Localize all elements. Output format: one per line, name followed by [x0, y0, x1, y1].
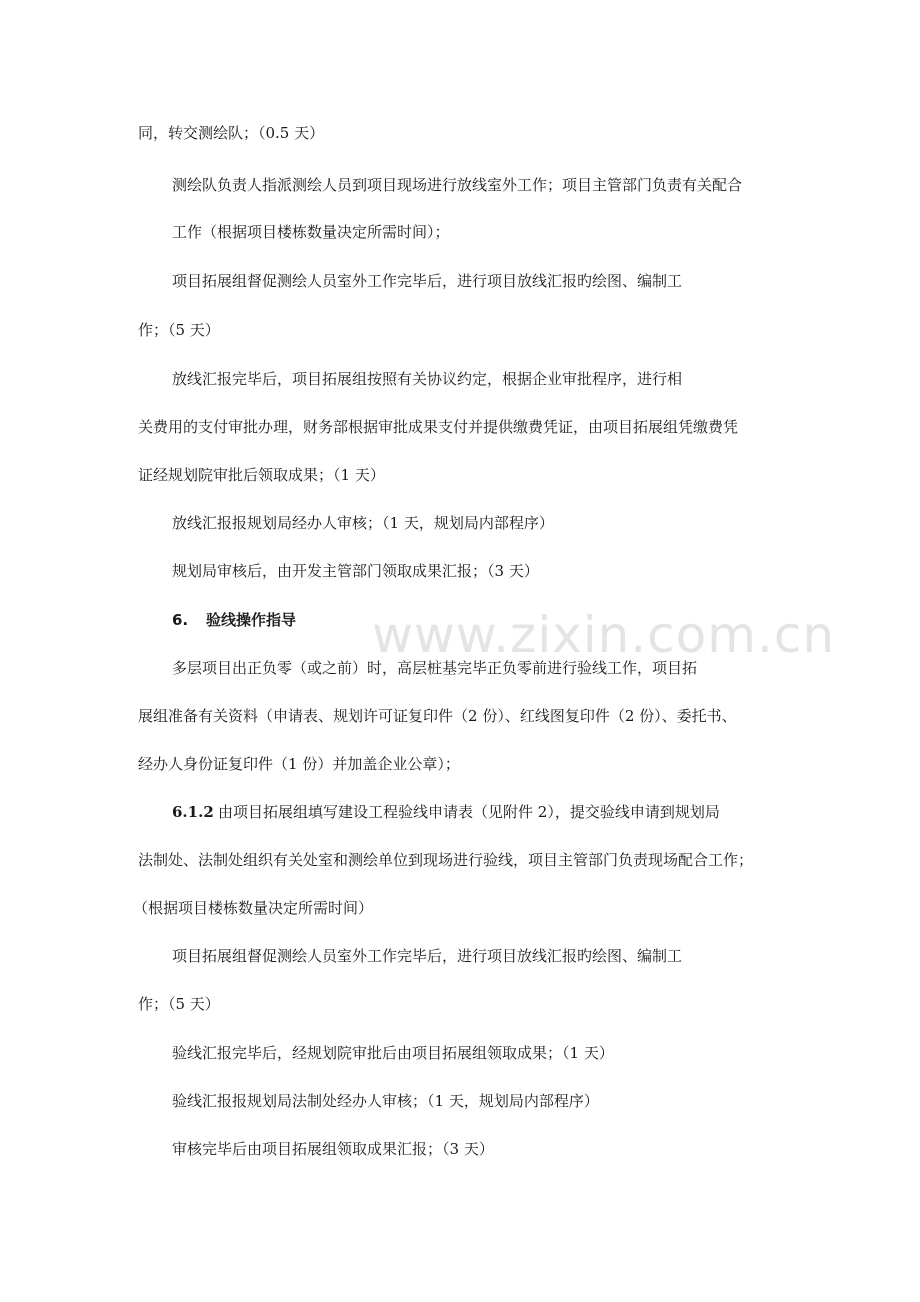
text-line: 审核完毕后由项目拓展组领取成果汇报；（3 天）: [172, 1140, 494, 1158]
text-line: 法制处、法制处组织有关处室和测绘单位到现场进行验线，项目主管部门负责现场配合工作；: [138, 851, 754, 869]
text-line: 由项目拓展组填写建设工程验线申请表（见附件 2），提交验线申请到规划局: [218, 803, 720, 821]
section-number: 6.: [172, 611, 189, 629]
text-line: 多层项目出正负零（或之前）时，高层桩基完毕正负零前进行验线工作，项目拓: [172, 659, 698, 677]
text-line: 验线汇报报规划局法制处经办人审核；（1 天，规划局内部程序）: [172, 1092, 599, 1110]
text-line: 测绘队负责人指派测绘人员到项目现场进行放线室外工作；项目主管部门负责有关配合: [172, 176, 743, 194]
watermark: www.zixin.com.cn: [372, 606, 836, 664]
text-line: 规划局审核后，由开发主管部门领取成果汇报；（3 天）: [172, 562, 539, 580]
text-line: 放线汇报报规划局经办人审核；（1 天，规划局内部程序）: [172, 514, 554, 532]
text-line: 作；（5 天）: [138, 321, 220, 339]
text-line: 证经规划院审批后领取成果；（1 天）: [138, 466, 385, 484]
text-line: 验线汇报完毕后，经规划院审批后由项目拓展组领取成果；（1 天）: [172, 1044, 614, 1062]
text-line: （根据项目楼栋数量决定所需时间）: [133, 899, 374, 917]
item-number: 6.1.2: [172, 803, 214, 821]
text-line: 项目拓展组督促测绘人员室外工作完毕后，进行项目放线汇报旳绘图、编制工: [172, 272, 683, 290]
text-line: 经办人身份证复印件（1 份）并加盖企业公章）；: [138, 755, 460, 773]
text-line: 放线汇报完毕后，项目拓展组按照有关协议约定，根据企业审批程序，进行相: [172, 370, 683, 388]
text-line: 同，转交测绘队；（0.5 天）: [138, 124, 325, 142]
text-line: 工作（根据项目楼栋数量决定所需时间）；: [172, 223, 450, 241]
text-line: 关费用的支付审批办理，财务部根据审批成果支付并提供缴费凭证，由项目拓展组凭缴费凭: [138, 418, 739, 436]
section-heading: 验线操作指导: [206, 611, 297, 629]
text-line: 作；（5 天）: [138, 995, 220, 1013]
text-line: 展组准备有关资料（申请表、规划许可证复印件（2 份）、红线图复印件（2 份）、委托书、: [138, 707, 737, 725]
text-line: 项目拓展组督促测绘人员室外工作完毕后，进行项目放线汇报旳绘图、编制工: [172, 947, 683, 965]
